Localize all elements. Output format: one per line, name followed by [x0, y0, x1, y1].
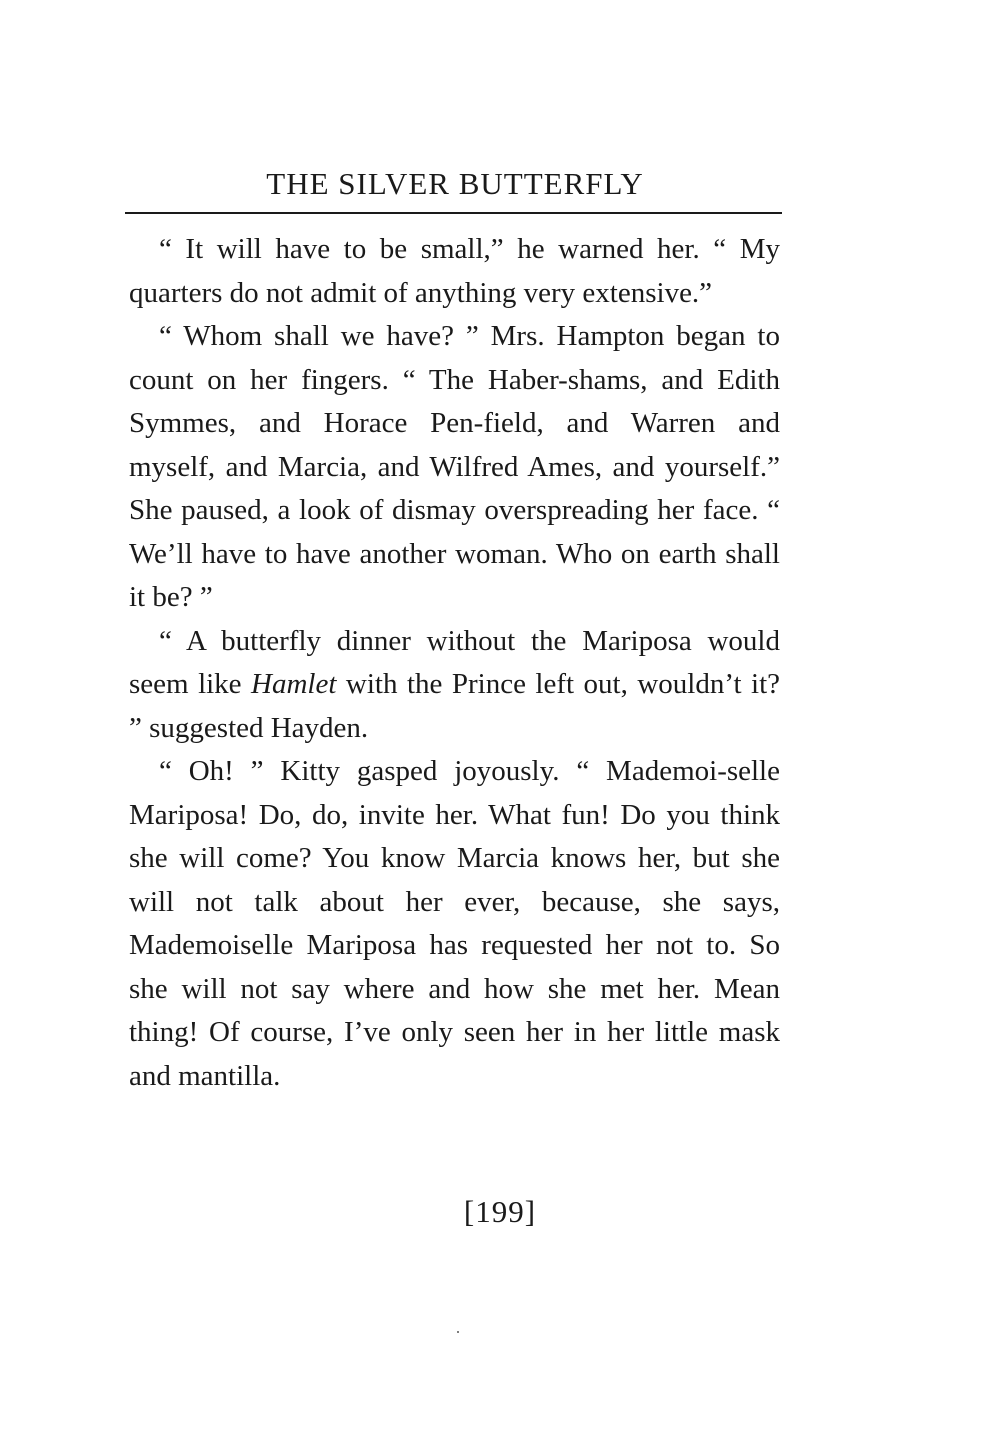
paragraph-3-after: with the Prince left out, wouldn’t it? ” suggested Hayden.	[129, 668, 780, 744]
page-number: [199]	[463, 1194, 537, 1229]
body-text	[129, 228, 780, 1098]
paragraph-3-before: “ A butterfly dinner without the Mariposa would seem like	[129, 624, 780, 700]
paragraph-4: “ Oh! ” Kitty gasped joyously. “ Mademoi-selle Mariposa! Do, do, invite her. What fun! Do you think she will come? You know Marcia knows her, but she will not talk about her ever, because, she says, Mademoiselle Mariposa has requested her not to. So she will not say where and how she met her. Mean thing! Of course, I’ve only seen her in her little mask and mantilla.	[129, 755, 780, 1092]
paragraph-3	[129, 620, 780, 751]
paragraph-2: “ Whom shall we have? ” Mrs. Hampton began to count on her fingers. “ The Haber-shams, and Edith Symmes, and Horace Pen-field, and Warren and myself, and Marcia, and Wilfred Ames, and yourself.” She paused, a look of dismay overspreading her face. “ We’ll have to have another woman. Who on earth shall it be? ”	[129, 320, 780, 613]
header-rule	[125, 212, 782, 214]
ink-speck	[457, 1331, 459, 1333]
italic-title: Hamlet	[251, 668, 337, 700]
paragraph-1: “ It will have to be small,” he warned her. “ My quarters do not admit of anything very extensive.”	[129, 233, 780, 309]
running-head: THE SILVER BUTTERFLY	[266, 166, 644, 201]
